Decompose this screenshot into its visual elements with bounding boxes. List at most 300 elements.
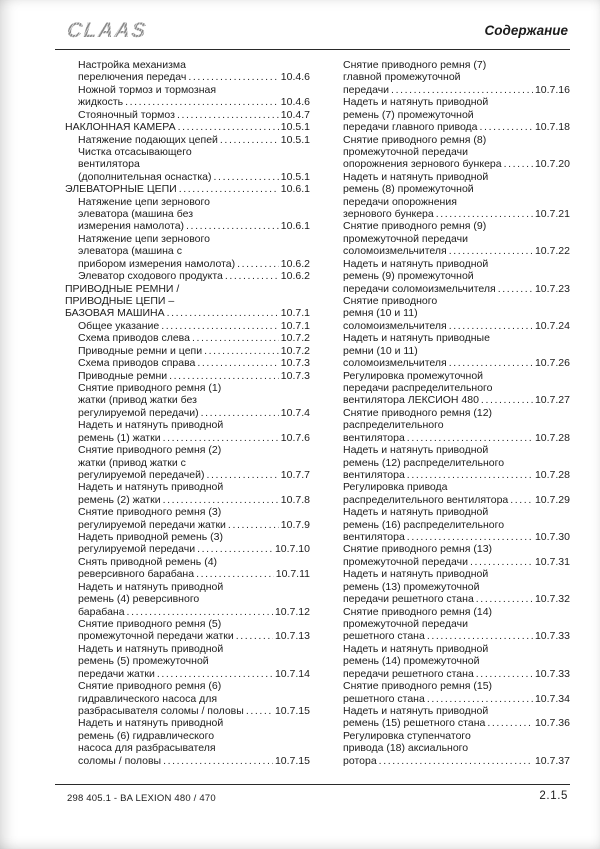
toc-entry-line (330, 693, 570, 705)
toc-section-heading (65, 121, 310, 133)
toc-entry-line (330, 705, 570, 717)
dot-leader (197, 357, 278, 369)
toc-page-number: 10.6.2 (280, 257, 310, 270)
toc-entry-text: Надеть и натянуть приводной (343, 568, 489, 581)
toc-page-number: 10.7.10 (274, 543, 310, 556)
toc-page-number: 10.7.33 (534, 667, 570, 680)
toc-entry (65, 643, 310, 680)
toc-entry-line (330, 407, 570, 419)
toc-entry-line (330, 556, 570, 568)
toc-entry-text: привода (18) аксиального (343, 742, 469, 755)
toc-entry-line (330, 630, 570, 642)
toc-entry-text: Снятие приводного ремня (9) (343, 220, 487, 233)
toc-entry-text: Общее указание (78, 319, 160, 332)
toc-entry-text: реверсивного барабана (78, 568, 195, 581)
toc-entry (330, 506, 570, 543)
dot-leader (487, 717, 533, 729)
toc-column-right (330, 59, 570, 767)
toc-columns (65, 59, 570, 767)
toc-entry-text: регулируемой передачи (78, 543, 196, 556)
toc-entry-line (330, 270, 570, 282)
toc-entry-text: (дополнительная оснастка) (78, 170, 212, 183)
toc-entry-text: передачи опорожнения (343, 195, 457, 208)
toc-page-number: 10.4.6 (280, 96, 310, 109)
toc-entry-line (330, 121, 570, 133)
dot-leader (188, 71, 278, 83)
dot-leader (178, 121, 279, 133)
toc-page-number: 10.7.20 (534, 158, 570, 171)
toc-entry-text: элеватора (машина без (78, 208, 194, 221)
dot-leader (167, 307, 279, 319)
toc-page-number: 10.7.15 (274, 704, 310, 717)
toc-entry-text: ремень (7) промежуточной (343, 108, 474, 121)
toc-entry-text: Приводные ремни (78, 369, 168, 382)
toc-entry-line (330, 320, 570, 332)
toc-page-number: 10.7.16 (534, 83, 570, 96)
toc-entry-line (330, 96, 570, 108)
toc-entry-line (65, 220, 310, 232)
toc-entry (330, 568, 570, 605)
toc-entry (330, 332, 570, 369)
dot-leader (504, 158, 533, 170)
toc-entry-line (330, 655, 570, 667)
toc-entry-line (65, 432, 310, 444)
dot-leader (407, 432, 533, 444)
toc-entry-line (330, 606, 570, 618)
dot-leader (391, 84, 533, 96)
toc-entry-text: решетного стана (343, 692, 425, 705)
dot-leader (192, 332, 279, 344)
toc-entry-line (65, 146, 310, 158)
toc-entry-text: Надеть и натянуть приводной (78, 419, 224, 432)
toc-entry (65, 84, 310, 109)
dot-leader (481, 394, 533, 406)
dot-leader (379, 755, 533, 767)
toc-entry-line (330, 432, 570, 444)
toc-page-number: 10.7.1 (280, 319, 310, 332)
dot-leader (510, 494, 533, 506)
toc-entry-line (330, 680, 570, 692)
toc-entry-text: распределительного (343, 419, 444, 432)
toc-entry-text: регулируемой передачи) (78, 406, 199, 419)
dot-leader (476, 593, 533, 605)
toc-entry-text: вентилятора (78, 158, 140, 171)
toc-entry-line (65, 668, 310, 680)
toc-entry-text: ремень (2) жатки (78, 493, 161, 506)
toc-entry (330, 295, 570, 332)
toc-page-number: 10.7.30 (534, 531, 570, 544)
toc-section-heading (65, 283, 310, 320)
toc-entry (65, 270, 310, 282)
toc-entry-line (65, 394, 310, 406)
dot-leader (161, 320, 279, 332)
toc-entry-text: решетного стана (343, 630, 425, 643)
toc-entry-line (330, 307, 570, 319)
toc-page-number: 10.7.14 (274, 667, 310, 680)
toc-entry-text: вентилятора ЛЕКСИОН 480 (343, 394, 479, 407)
toc-page-number: 10.5.1 (280, 133, 310, 146)
toc-entry-line (330, 643, 570, 655)
toc-entry-text: Схема приводов слева (78, 332, 190, 345)
toc-entry-line (65, 295, 310, 307)
toc-entry (330, 134, 570, 171)
toc-entry-line (330, 220, 570, 232)
toc-entry-line (65, 730, 310, 742)
toc-page-number: 10.7.22 (534, 245, 570, 258)
dot-leader (163, 494, 279, 506)
toc-entry-text: передачи распределительного (343, 381, 493, 394)
toc-entry-line (330, 394, 570, 406)
toc-entry-text: Чистка отсасывающего (78, 145, 192, 158)
toc-page-number: 10.7.24 (534, 319, 570, 332)
toc-page-number: 10.7.13 (274, 630, 310, 643)
toc-entry-text: вентилятора (343, 431, 405, 444)
toc-entry-text: перелючения передач (78, 71, 187, 84)
toc-page-number: 10.7.21 (534, 208, 570, 221)
toc-page-number: 10.7.12 (274, 605, 310, 618)
toc-entry-text: передачи (343, 83, 390, 96)
toc-entry (65, 196, 310, 233)
toc-page-number: 10.4.7 (280, 108, 310, 121)
toc-entry-line (65, 519, 310, 531)
toc-entry-line (330, 618, 570, 630)
toc-entry-line (65, 71, 310, 83)
toc-entry-text: Надеть и натянуть приводной (343, 642, 489, 655)
toc-entry-text: Надеть и натянуть приводной (343, 506, 489, 519)
toc-entry-line (330, 146, 570, 158)
toc-entry-text: передачи жатки (78, 667, 155, 680)
toc-entry-text: ремень (5) промежуточной (78, 655, 209, 668)
toc-entry-line (65, 382, 310, 394)
toc-entry-text: Снятие приводного ремня (13) (343, 543, 493, 556)
toc-entry-line (330, 357, 570, 369)
toc-entry-line (65, 233, 310, 245)
toc-page-number: 10.5.1 (280, 121, 310, 134)
dot-leader (449, 245, 533, 257)
toc-entry-line (330, 208, 570, 220)
toc-entry-line (330, 481, 570, 493)
toc-entry-text: вентилятора (343, 531, 405, 544)
toc-entry-line (65, 109, 310, 121)
toc-entry (65, 357, 310, 369)
toc-entry (330, 543, 570, 568)
toc-entry-line (65, 643, 310, 655)
toc-page-number: 10.7.2 (280, 344, 310, 357)
dot-leader (236, 630, 273, 642)
toc-entry-text: Регулировка привода (343, 481, 448, 494)
toc-entry (65, 419, 310, 444)
toc-entry-line (65, 407, 310, 419)
toc-page-number: 10.6.2 (280, 270, 310, 283)
toc-page-number: 10.7.34 (534, 692, 570, 705)
toc-entry (330, 606, 570, 643)
toc-entry (65, 444, 310, 481)
toc-entry-text: ремень (4) реверсивного (78, 593, 200, 606)
toc-entry-text: разбрасывателя соломы / половы (78, 704, 244, 717)
toc-entry-text: Натяжение цепи зернового (78, 195, 210, 208)
toc-entry-text: Стояночный тормоз (78, 108, 175, 121)
toc-entry (65, 581, 310, 618)
toc-entry-text: Надеть и натянуть приводной (78, 580, 224, 593)
dot-leader (225, 270, 279, 282)
toc-entry (65, 556, 310, 581)
toc-entry-text: Натяжение подающих цепей (78, 133, 218, 146)
toc-entry (330, 370, 570, 407)
toc-entry-line (330, 755, 570, 767)
toc-entry-line (330, 568, 570, 580)
toc-entry-text: Ножной тормоз и тормозная (78, 83, 217, 96)
toc-page-number: 10.7.9 (280, 518, 310, 531)
toc-entry-line (330, 742, 570, 754)
toc-entry-line (330, 59, 570, 71)
toc-entry-text: Снятие приводного ремня (7) (343, 59, 487, 71)
toc-page-number: 10.7.26 (534, 357, 570, 370)
toc-entry (65, 717, 310, 767)
toc-entry-line (330, 84, 570, 96)
toc-entry-text: ремень (6) гидравлического (78, 729, 215, 742)
toc-entry-line (330, 109, 570, 121)
toc-entry (65, 146, 310, 183)
toc-entry-line (65, 506, 310, 518)
toc-entry-text: Надеть и натянуть приводной (343, 96, 489, 109)
dot-leader (480, 121, 533, 133)
toc-page-number: 10.6.1 (280, 183, 310, 196)
toc-entry-line (65, 307, 310, 319)
toc-entry (65, 134, 310, 146)
toc-entry-text: жатки (привод жатки без (78, 394, 197, 407)
toc-entry-text: Снятие приводного ремня (8) (343, 133, 487, 146)
page-title: Содержание (484, 23, 568, 38)
toc-entry-line (65, 370, 310, 382)
toc-entry-text: Снятие приводного ремня (5) (78, 617, 222, 630)
toc-entry-text: промежуточной передачи (343, 232, 468, 245)
toc-entry-line (65, 630, 310, 642)
toc-entry-line (330, 730, 570, 742)
toc-entry-line (330, 419, 570, 431)
toc-entry-line (65, 245, 310, 257)
dot-leader (196, 568, 274, 580)
toc-section-heading (65, 183, 310, 195)
toc-entry-text: соломоизмельчителя (343, 319, 447, 332)
page-number: 2.1.5 (539, 790, 568, 802)
toc-entry-text: Надеть и натянуть приводной (343, 170, 489, 183)
toc-entry-line (65, 419, 310, 431)
dot-leader (197, 543, 273, 555)
toc-entry-text: Надеть и натянуть приводной (343, 257, 489, 270)
toc-entry-line (65, 84, 310, 96)
toc-entry-line (330, 171, 570, 183)
toc-entry-line (330, 543, 570, 555)
toc-entry-text: распределительного вентилятора (343, 493, 509, 506)
toc-entry-text: соломоизмельчителя (343, 357, 447, 370)
toc-entry-line (65, 183, 310, 195)
toc-entry (65, 233, 310, 270)
toc-page-number: 10.7.7 (280, 468, 310, 481)
toc-entry (330, 171, 570, 221)
toc-entry-line (65, 171, 310, 183)
toc-entry-text: Надеть и натянуть приводной (343, 704, 489, 717)
dot-leader (163, 432, 279, 444)
toc-entry-line (65, 258, 310, 270)
toc-entry-line (330, 345, 570, 357)
toc-entry-text: ПРИВОДНЫЕ ЦЕПИ – (65, 295, 175, 308)
dot-leader (201, 407, 279, 419)
toc-entry-line (65, 59, 310, 71)
toc-page-number: 10.7.2 (280, 332, 310, 345)
toc-entry-line (330, 158, 570, 170)
toc-entry-text: ремень (12) распределительного (343, 456, 505, 469)
toc-entry-line (330, 519, 570, 531)
toc-entry-text: Надеть и натянуть приводной (78, 481, 224, 494)
toc-entry-line (65, 593, 310, 605)
toc-entry-line (65, 581, 310, 593)
toc-page-number: 10.7.32 (534, 593, 570, 606)
toc-entry-line (330, 134, 570, 146)
toc-entry-line (330, 581, 570, 593)
toc-entry-line (330, 494, 570, 506)
toc-entry-line (330, 245, 570, 257)
toc-entry-text: ремень (13) промежуточной (343, 580, 480, 593)
dot-leader (163, 755, 273, 767)
toc-page-number: 10.7.1 (280, 307, 310, 320)
toc-entry-text: Регулировка промежуточной (343, 369, 484, 382)
toc-entry-text: ПРИВОДНЫЕ РЕМНИ / (65, 282, 180, 295)
dot-leader (125, 96, 279, 108)
toc-entry-text: промежуточной передачи (343, 555, 468, 568)
toc-entry-line (330, 593, 570, 605)
dot-leader (407, 531, 533, 543)
toc-entry-text: гидравлического насоса для (78, 692, 218, 705)
toc-entry-line (330, 444, 570, 456)
toc-entry-line (65, 481, 310, 493)
dot-leader (246, 705, 273, 717)
toc-entry (65, 320, 310, 332)
toc-entry-text: зернового бункера (343, 208, 434, 221)
toc-entry-line (65, 655, 310, 667)
dot-leader (177, 109, 279, 121)
toc-entry-line (330, 196, 570, 208)
toc-entry-line (65, 196, 310, 208)
toc-entry (65, 481, 310, 506)
toc-entry-text: опорожнения зернового бункера (343, 158, 502, 171)
dot-leader (220, 134, 279, 146)
toc-entry-line (330, 283, 570, 295)
dot-leader (476, 668, 533, 680)
toc-entry-text: Надеть и натянуть приводной (78, 642, 224, 655)
toc-entry-line (65, 705, 310, 717)
toc-entry-text: ротора (343, 754, 377, 767)
toc-entry-text: Снятие приводного ремня (15) (343, 680, 493, 693)
toc-entry-line (65, 469, 310, 481)
dot-leader (179, 183, 279, 195)
toc-entry-text: Схема приводов справа (78, 357, 196, 370)
toc-entry-line (330, 233, 570, 245)
toc-entry-line (330, 668, 570, 680)
dot-leader (206, 469, 278, 481)
toc-entry-text: регулируемой передачи жатки (78, 518, 226, 531)
toc-entry-line (330, 506, 570, 518)
toc-column-left (65, 59, 310, 767)
dot-leader (498, 283, 533, 295)
dot-leader (214, 171, 279, 183)
toc-entry-text: Надеть приводной ремень (3) (78, 531, 224, 544)
dot-leader (204, 345, 279, 357)
toc-entry-line (330, 382, 570, 394)
toc-entry-line (65, 208, 310, 220)
dot-leader (169, 370, 279, 382)
toc-entry-line (65, 158, 310, 170)
toc-entry-text: Натяжение цепи зернового (78, 232, 210, 245)
toc-entry-text: Снятие приводного (343, 295, 438, 308)
toc-entry-text: Снятие приводного ремня (3) (78, 506, 222, 519)
toc-entry-text: Регулировка ступенчатого (343, 729, 471, 742)
toc-entry-line (65, 755, 310, 767)
toc-entry-line (330, 370, 570, 382)
dot-leader (228, 519, 279, 531)
toc-entry-line (65, 134, 310, 146)
toc-page-number: 10.7.4 (280, 406, 310, 419)
toc-entry (65, 618, 310, 643)
toc-page-number: 10.5.1 (280, 170, 310, 183)
toc-page-number: 10.7.31 (534, 555, 570, 568)
toc-entry-text: Приводные ремни и цепи (78, 344, 203, 357)
dot-leader (436, 208, 533, 220)
toc-entry-line (65, 680, 310, 692)
footer-rule (55, 784, 570, 785)
dot-leader (157, 668, 273, 680)
toc-entry-text: Настройка механизма (78, 59, 186, 71)
dot-leader (237, 258, 279, 270)
toc-entry-text: ремень (9) промежуточной (343, 270, 474, 283)
toc-entry-text: Снятие приводного ремня (12) (343, 406, 493, 419)
toc-entry-line (65, 357, 310, 369)
toc-entry-line (330, 457, 570, 469)
toc-entry-text: промежуточной передачи (343, 617, 468, 630)
toc-page-number: 10.7.27 (534, 394, 570, 407)
toc-entry-text: регулируемой передачей) (78, 468, 205, 481)
toc-entry-line (65, 457, 310, 469)
toc-entry-text: Снятие приводного ремня (1) (78, 381, 222, 394)
toc-entry (65, 345, 310, 357)
toc-entry-text: измерения намолота) (78, 220, 185, 233)
toc-entry-text: прибором измерения намолота) (78, 257, 236, 270)
toc-page-number: 10.7.15 (274, 754, 310, 767)
toc-entry-line (65, 531, 310, 543)
toc-entry-text: насоса для разбрасывателя (78, 742, 216, 755)
toc-entry (65, 332, 310, 344)
toc-entry-line (65, 618, 310, 630)
toc-entry-line (65, 345, 310, 357)
dot-leader (449, 320, 533, 332)
toc-entry (330, 730, 570, 767)
toc-entry-text: ремень (15) решетного стана (343, 717, 486, 730)
dot-leader (186, 220, 279, 232)
toc-page-number: 10.7.8 (280, 493, 310, 506)
toc-entry-line (65, 96, 310, 108)
toc-entry-line (330, 469, 570, 481)
toc-entry-text: ремень (14) промежуточной (343, 655, 480, 668)
toc-entry-text: ремень (8) промежуточной (343, 183, 474, 196)
toc-entry-line (65, 320, 310, 332)
dot-leader (127, 606, 273, 618)
toc-entry (330, 705, 570, 730)
toc-page-number: 10.7.3 (280, 357, 310, 370)
toc-page-number: 10.7.29 (534, 493, 570, 506)
toc-entry-line (65, 717, 310, 729)
toc-entry-text: Надеть и натянуть приводной (343, 444, 489, 457)
toc-entry-line (65, 121, 310, 133)
toc-entry-text: соломы / половы (78, 754, 162, 767)
